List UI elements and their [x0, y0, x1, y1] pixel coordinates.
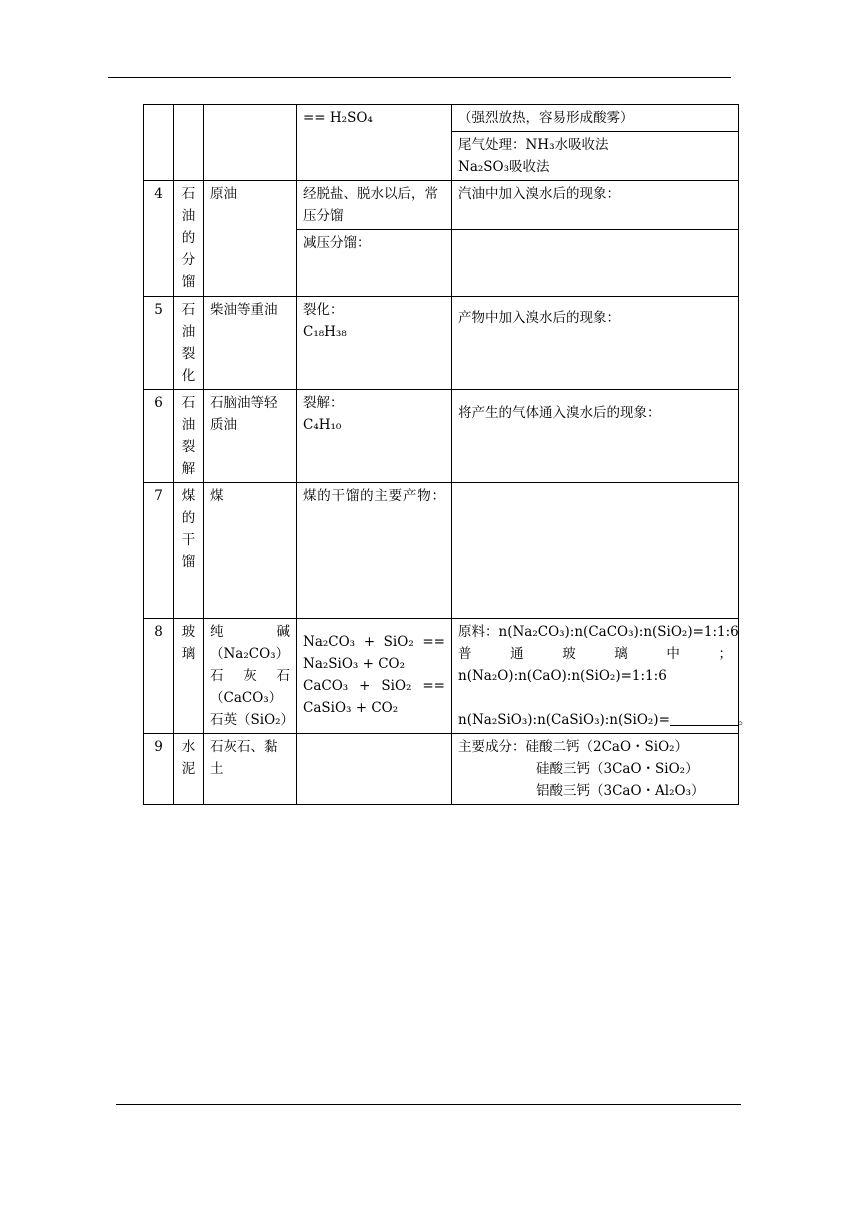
- ratio-question: n(Na₂SiO₃):n(CaSiO₃):n(SiO₂)=: [458, 712, 670, 728]
- method-label: 裂化：: [303, 302, 344, 318]
- header-rule: [108, 77, 731, 78]
- phenomenon-cell: [452, 619, 752, 734]
- table-row: [144, 734, 739, 805]
- equation-line: CaCO₃ + SiO₂ ==: [303, 678, 445, 694]
- material-line: （CaCO₃）: [210, 690, 283, 706]
- ratio-end: 。: [737, 712, 752, 728]
- row-number: 6: [144, 390, 174, 483]
- material-cell: [204, 105, 297, 181]
- material-line: （Na₂CO₃）: [210, 646, 290, 662]
- equation-cell: [297, 619, 452, 734]
- material-text: 原油: [210, 186, 237, 202]
- method-text: 经脱盐、脱水以后，常压分馏: [303, 186, 438, 224]
- tail-gas-line-2: Na₂SO₃吸收法: [458, 159, 550, 175]
- process-name: 玻璃: [181, 624, 196, 662]
- method-label: 裂解：: [303, 395, 344, 411]
- process-name-cell: [174, 390, 204, 483]
- num-cell: [144, 105, 174, 181]
- equation-cell: [297, 734, 452, 805]
- process-name: 水泥: [181, 739, 196, 777]
- process-name: 石油裂解: [181, 395, 196, 477]
- chemical-process-table: [143, 104, 752, 805]
- process-name-cell: [174, 734, 204, 805]
- row-number: 5: [144, 297, 174, 390]
- material-line: 纯碱: [210, 624, 290, 640]
- material-cell: [204, 734, 297, 805]
- material-cell: [204, 619, 297, 734]
- note-text: （强烈放热，容易形成酸雾）: [458, 110, 634, 126]
- name-cell: [174, 105, 204, 181]
- table-row: [144, 105, 739, 132]
- ratio-line: 普通玻璃中；: [458, 646, 732, 662]
- method-formula: C₁₈H₃₈: [303, 324, 347, 340]
- phenomenon-cell: [452, 483, 739, 619]
- ratio-line: 原料：n(Na₂CO₃):n(CaCO₃):n(SiO₂)=1:1:6: [458, 624, 739, 640]
- component-line: 铝酸三钙（3CaO・Al₂O₃）: [536, 783, 705, 799]
- phenomenon-text: 将产生的气体通入溴水后的现象：: [458, 405, 661, 421]
- material-text: 石脑油等轻质油: [210, 395, 278, 433]
- method-cell: [297, 483, 452, 619]
- phenomenon-cell: [452, 297, 739, 390]
- process-name-cell: [174, 619, 204, 734]
- method-cell: [297, 230, 452, 297]
- method-cell: [297, 297, 452, 390]
- table-row: [144, 619, 739, 734]
- method-cell: [297, 181, 452, 230]
- equation-text: == H₂SO₄: [303, 110, 373, 126]
- row-number: 8: [144, 619, 174, 734]
- row-number: 4: [144, 181, 174, 297]
- process-name-cell: [174, 297, 204, 390]
- equation-line: Na₂SiO₃ + CO₂: [303, 656, 406, 672]
- tail-gas-cell: [452, 132, 739, 181]
- method-cell: [297, 390, 452, 483]
- equation-line: Na₂CO₃ + SiO₂ ==: [303, 634, 445, 650]
- material-cell: [204, 483, 297, 619]
- process-name: 石油的分馏: [181, 186, 196, 290]
- material-cell: [204, 181, 297, 297]
- phenomenon-cell: [452, 105, 739, 132]
- method-text: 减压分馏：: [303, 235, 371, 251]
- process-name: 石油裂化: [181, 302, 196, 384]
- spacer: [458, 687, 732, 709]
- method-formula: C₄H₁₀: [303, 417, 342, 433]
- table-row: [144, 181, 739, 230]
- material-text: 石灰石、黏土: [210, 739, 278, 777]
- material-line: 石灰石: [210, 668, 290, 684]
- answer-blank[interactable]: [670, 711, 738, 726]
- phenomenon-text: 汽油中加入溴水后的现象：: [458, 186, 620, 202]
- table-row: [144, 483, 739, 619]
- component-line: 硅酸三钙（3CaO・SiO₂）: [536, 761, 699, 777]
- phenomenon-cell: [452, 181, 739, 230]
- material-text: 柴油等重油: [210, 302, 278, 318]
- phenomenon-text: 产物中加入溴水后的现象：: [458, 310, 620, 326]
- phenomenon-cell: [452, 734, 739, 805]
- table-row: [144, 390, 739, 483]
- table-row: [144, 297, 739, 390]
- material-cell: [204, 297, 297, 390]
- process-name-cell: [174, 483, 204, 619]
- phenomenon-cell: [452, 230, 739, 297]
- process-name: 煤的干馏: [181, 488, 196, 570]
- phenomenon-cell: [452, 390, 739, 483]
- ratio-line: [458, 709, 752, 731]
- component-line: 主要成分：硅酸二钙（2CaO・SiO₂）: [458, 739, 689, 755]
- row-number: 7: [144, 483, 174, 619]
- material-line: 石英（SiO₂）: [210, 712, 295, 728]
- ratio-line: n(Na₂O):n(CaO):n(SiO₂)=1:1:6: [458, 668, 667, 684]
- material-text: 煤: [210, 488, 224, 504]
- material-cell: [204, 390, 297, 483]
- equation-cell: [297, 105, 452, 181]
- tail-gas-line-1: 尾气处理：NH₃水吸收法: [458, 137, 609, 153]
- footer-rule: [116, 1104, 741, 1105]
- process-name-cell: [174, 181, 204, 297]
- equation-line: CaSiO₃ + CO₂: [303, 700, 399, 716]
- method-text: 煤的干馏的主要产物：: [303, 488, 445, 504]
- row-number: 9: [144, 734, 174, 805]
